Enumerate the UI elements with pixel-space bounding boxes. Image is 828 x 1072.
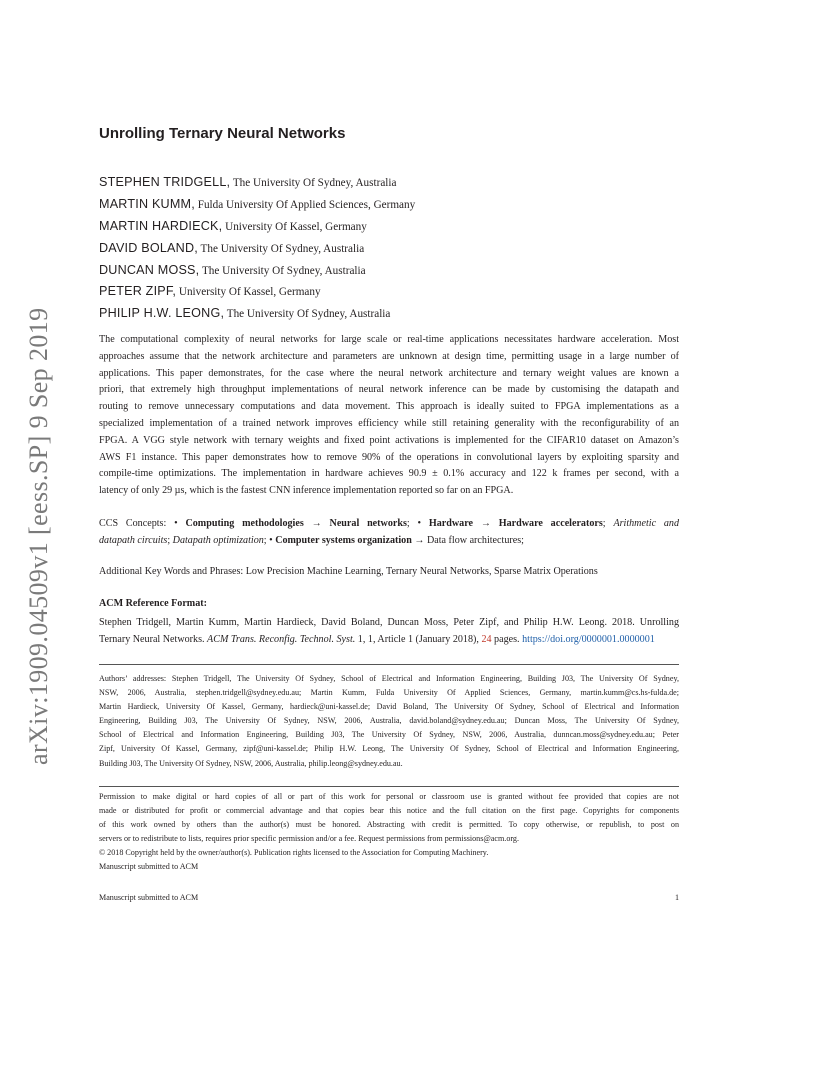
- author-entry: [99, 196, 415, 218]
- author-name: DAVID BOLAND,: [99, 240, 198, 255]
- abstract-line: priori, that extremely high throughput implementations of neural network inference can be made by customising the datapath and: [99, 384, 679, 396]
- ccs-separator: ;: [167, 535, 173, 546]
- footer-text: Manuscript submitted to ACM: [99, 893, 199, 902]
- reference-text: 1, 1, Article 1 (January 2018),: [355, 634, 482, 645]
- abstract-line: specialized implementation of a trained network improves efficiency while still retaining generality with the reconfigurability of an: [99, 417, 679, 429]
- permission-line: of this work owned by others than the author(s) must be honored. Abstracting with credit is permitted. To copy otherwise, or republish, to post on: [99, 820, 679, 830]
- ccs-term: Hardware accelerators: [498, 518, 603, 529]
- reference-text: pages.: [491, 634, 523, 645]
- ccs-separator: ;: [602, 518, 614, 529]
- permission-line: Permission to make digital or hard copies of all or part of this work for personal or classroom use is granted without fee provided that copies are not: [99, 792, 679, 801]
- ccs-line: [99, 532, 679, 549]
- author-entry: [99, 218, 415, 240]
- author-name: PHILIP H.W. LEONG,: [99, 306, 225, 321]
- permission-notice: [99, 790, 679, 875]
- reference-text: Ternary Neural Networks.: [99, 634, 208, 645]
- author-affiliation: Fulda University Of Applied Sciences, Germany: [194, 198, 416, 211]
- address-line: NSW, 2006, Australia, stephen.tridgell@sydney.edu.au; Martin Kumm, Fulda University Of Applied Sciences, Germany, martin.kumm@cs.hs-fulda.de;: [99, 688, 679, 698]
- ccs-term: Datapath optimization: [172, 535, 264, 546]
- ccs-term: Computing methodologies: [185, 518, 304, 529]
- manuscript-note: Manuscript submitted to ACM: [99, 862, 199, 872]
- ccs-term: Arithmetic and: [613, 518, 680, 529]
- author-name: MARTIN KUMM,: [99, 196, 195, 211]
- ccs-arrow: →: [411, 535, 427, 546]
- permission-line: made or distributed for profit or commercial advantage and that copies bear this notice and the full citation on the first page. Copyrights for components: [99, 806, 679, 816]
- divider: [99, 786, 679, 787]
- abstract-line: latency of only 29 µs, which is the fastest CNN inference implementation reported so far on an FPGA.: [99, 485, 514, 497]
- author-name: PETER ZIPF,: [99, 284, 177, 299]
- doi-link[interactable]: https://doi.org/0000001.0000001: [522, 634, 655, 645]
- ccs-concepts: [99, 515, 679, 549]
- author-name: STEPHEN TRIDGELL,: [99, 175, 231, 189]
- author-entry: [99, 262, 415, 284]
- page-number: 1: [674, 893, 679, 902]
- journal-name: ACM Trans. Reconfig. Technol. Syst.: [207, 634, 356, 645]
- ccs-term: datapath circuits: [99, 535, 168, 546]
- author-name: MARTIN HARDIECK,: [99, 218, 223, 233]
- address-line: Authors’ addresses: Stephen Tridgell, The University Of Sydney, School of Electrical and Information Engineering, Building J03, The University Of Sydney,: [99, 674, 679, 683]
- author-affiliation: The University Of Sydney, Australia: [199, 264, 366, 277]
- address-line: Engineering, Building J03, The University Of Sydney, NSW, 2006, Australia, david.boland@sydney.edu.au; Duncan Moss, The University Of Sydney,: [99, 716, 679, 726]
- page-count-link[interactable]: 24: [481, 634, 492, 645]
- abstract-line: compile-time optimizations. The implementation in hardware achieves 90.9 ± 0.1% accuracy and 122 k frames per second, with a: [99, 468, 679, 480]
- author-affiliation: The University Of Sydney, Australia: [224, 308, 391, 321]
- author-affiliation: University Of Kassel, Germany: [222, 220, 367, 233]
- permission-line: servers or to redistribute to lists, requires prior specific permission and/or a fee. Request permissions from permissions@acm.org.: [99, 834, 519, 844]
- reference-line: [99, 631, 679, 648]
- address-line: Building J03, The University Of Sydney, NSW, 2006, Australia, philip.leong@sydney.edu.au.: [99, 758, 403, 768]
- reference-format: [99, 614, 679, 648]
- author-addresses: [99, 672, 679, 771]
- abstract-line: applications. This paper demonstrates, for the case where the neural network architecture and ternary weight values are known a: [99, 367, 679, 379]
- author-affiliation: The University Of Sydney, Australia: [197, 242, 365, 255]
- author-entry: [99, 305, 415, 327]
- abstract-line: The computational complexity of neural networks for large scale or real-time applications necessitates hardware acceleration. Most: [99, 334, 679, 345]
- author-affiliation: The University Of Sydney, Australia: [230, 177, 397, 189]
- reference-line: Stephen Tridgell, Martin Kumm, Martin Hardieck, David Boland, Duncan Moss, Peter Zipf, and Philip H.W. Leong. 2018. Unrolling: [99, 617, 679, 628]
- divider: [99, 664, 679, 665]
- abstract: [99, 332, 679, 500]
- abstract-line: FPGA. A VGG style network with ternary weights and fixed point activations is implemented for the CIFAR10 dataset on Amazon’s: [99, 434, 679, 446]
- address-line: Zipf, University Of Kassel, Germany, zipf@uni-kassel.de; Philip H.W. Leong, The University Of Sydney, School of Electrical and Information Engineering,: [99, 744, 679, 754]
- author-list: [99, 174, 415, 327]
- ccs-label: CCS Concepts: •: [99, 518, 186, 529]
- ccs-arrow: →: [473, 518, 499, 529]
- keywords: Additional Key Words and Phrases: Low Precision Machine Learning, Ternary Neural Networks, Sparse Matrix Operations: [99, 566, 598, 577]
- author-entry: [99, 174, 415, 196]
- arxiv-side-stamp: arXiv:1909.04509v1 [eess.SP] 9 Sep 2019: [24, 307, 53, 765]
- abstract-line: AWS F1 instance. This paper demonstrates how to remove 90% of the operations in convolutional layers by exploiting sparsity and: [99, 451, 679, 463]
- author-name: DUNCAN MOSS,: [99, 262, 200, 277]
- abstract-line: approaches assume that the network architecture and parameters are unknown at design time, permitting usage in a large number of: [99, 350, 679, 362]
- ccs-term: Computer systems organization: [275, 535, 412, 546]
- ccs-arrow: →: [303, 518, 330, 529]
- abstract-line: routing to remove unnecessary computations and data movement. This approach is ideally suited to FPGA implementations as a: [99, 401, 679, 413]
- ccs-separator: ; •: [263, 535, 276, 546]
- author-entry: [99, 240, 415, 262]
- reference-heading: ACM Reference Format:: [99, 598, 207, 609]
- ccs-term: Hardware: [428, 518, 473, 529]
- author-entry: [99, 283, 415, 305]
- ccs-term: Data flow architectures;: [426, 535, 524, 546]
- copyright-line: © 2018 Copyright held by the owner/author(s). Publication rights licensed to the Association for Computing Machinery.: [99, 848, 489, 858]
- paper-title: Unrolling Ternary Neural Networks: [99, 125, 346, 142]
- page-footer: [99, 893, 679, 902]
- address-line: School of Electrical and Information Engineering, Building J03, The University Of Sydney, NSW, 2006, Australia, dunncan.moss@sydney.edu.au; Peter: [99, 730, 679, 740]
- ccs-line: [99, 515, 679, 532]
- address-line: Martin Hardieck, University Of Kassel, Germany, hardieck@uni-kassel.de; David Boland, The University Of Sydney, School of Electrical and Information: [99, 702, 679, 712]
- ccs-term: Neural networks: [329, 518, 407, 529]
- ccs-separator: ; •: [406, 518, 429, 529]
- author-affiliation: University Of Kassel, Germany: [176, 286, 321, 299]
